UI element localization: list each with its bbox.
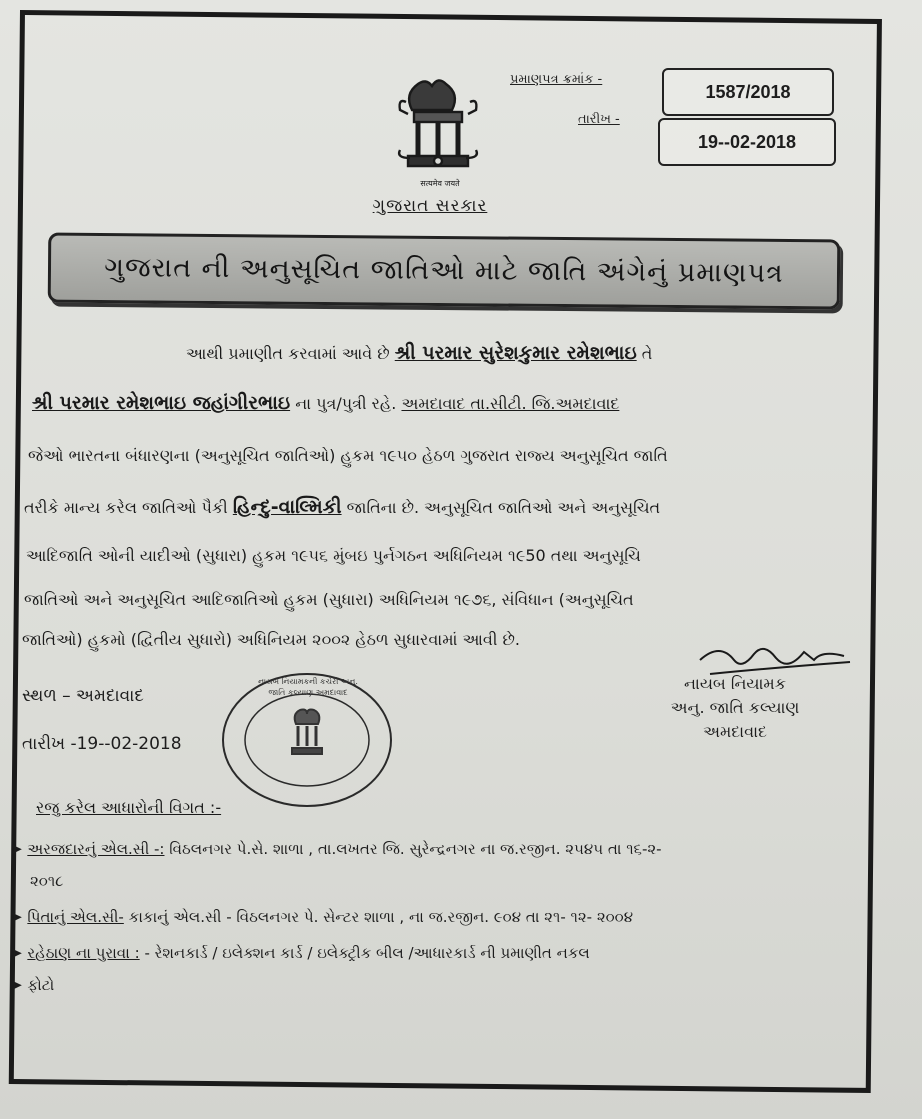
seal-text: નાયબ નિયામકની કચેરી અનુ. જાતિ કલ્યાણ અમદાવાદ (258, 677, 358, 697)
government-name: ગુજરાત સરકાર (372, 196, 488, 216)
signatory-office: અમદાવાદ (703, 722, 767, 741)
date-box: 19--02-2018 (658, 118, 836, 166)
body-line-3: જેઓ ભારતના બંધારણના (અનુસૂચિત જાતિઓ) હુકમ ૧૯૫૦ હેઠળ ગુજરાત રાજ્ય અનુસૂચિત જાતિ (28, 446, 668, 465)
body-text: જાતિના છે. અનુસૂચિત જાતિઓ અને અનુસૂચિત (346, 498, 661, 517)
applicant-address: અમદાવાદ તા.સીટી. જિ.અમદાવાદ (401, 394, 620, 413)
list-item: ➤ પિતાનું એલ.સી- કાકાનું એલ.સી - વિઠલનગર પે. સેન્ટર શાળા , ના જ.રજીન. ૯૦૪ તા ૨૧- ૧૨- ૨૦૦૪ (10, 908, 634, 926)
item-value: ફોટો (27, 976, 55, 994)
list-item: ➤ ફોટો (10, 976, 55, 994)
state-emblem-icon (392, 72, 484, 184)
signatory-block (640, 672, 830, 744)
item-value: વિઠલનગર પે.સે. શાળા , તા.લખતર જિ. સુરેન્દ્રનગર ના જ.રજીન. ૨૫૪૫ તા ૧૬-૨- (169, 840, 662, 858)
body-text: તે (641, 344, 653, 363)
date-label: તારીખ - (578, 112, 620, 127)
documents-heading: રજુ કરેલ આધારોની વિગત :- (36, 798, 222, 817)
applicant-name: શ્રી પરમાર સુરેશકુમાર રમેશભાઇ (394, 342, 637, 364)
caste-name: હિન્દુ-વાલ્મિકી (232, 496, 342, 518)
body-line-2 (32, 392, 619, 414)
item-key: રહેઠાણ ના પુરાવા : (27, 944, 140, 962)
body-text: આથી પ્રમાણીત કરવામાં આવે છે (186, 344, 390, 363)
list-item: ➤ રહેઠાણ ના પુરાવા : - રેશનકાર્ડ / ઇલેક્શન કાર્ડ / ઇલેક્ટ્રીક બીલ /આધારકાર્ડ ની પ્રમાણીત નકલ (10, 944, 590, 962)
list-item: ➤ અરજદારનું એલ.સી -: વિઠલનગર પે.સે. શાળા , તા.લખતર જિ. સુરેન્દ્રનગર ના જ.રજીન. ૨૫૪૫ તા ૧૬-૨- (10, 840, 662, 858)
body-line-1 (186, 342, 652, 364)
item-key: પિતાનું એલ.સી- (27, 908, 124, 926)
item-key: અરજદારનું એલ.સી -: (27, 840, 165, 858)
certificate-number-box: 1587/2018 (662, 68, 834, 116)
item-value: કાકાનું એલ.સી - વિઠલનગર પે. સેન્ટર શાળા , ના જ.રજીન. ૯૦૪ તા ૨૧- ૧૨- ૨૦૦૪ (128, 908, 634, 926)
item-value: ૨૦૧૮ (30, 872, 64, 890)
item-value: - રેશનકાર્ડ / ઇલેક્શન કાર્ડ / ઇલેક્ટ્રીક બીલ /આધારકાર્ડ ની પ્રમાણીત નકલ (144, 944, 590, 962)
issue-date: તારીખ -19--02-2018 (22, 734, 182, 754)
signatory-department: અનુ. જાતિ કલ્યાણ (670, 698, 800, 717)
emblem-caption: सत्यमेव जयते (420, 179, 460, 188)
list-item (30, 872, 63, 890)
body-line-7: જાતિઓ) હુકમો (દ્વિતીય સુધારો) અધિનિયમ ૨૦૦૨ હેઠળ સુધારવામાં આવી છે. (22, 630, 520, 649)
body-text: તરીકે માન્ય કરેલ જાતિઓ પૈકી (24, 498, 228, 517)
body-text: ના પુત્ર/પુત્રી રહે. (295, 394, 397, 413)
body-line-5: આદિજાતિ ઓની યાદીઓ (સુધારા) હુકમ ૧૯૫૬ મુંબઇ પુર્નગઠન અધિનિયમ ૧૯50 તથા અનુસૂચિ (26, 546, 641, 565)
place: સ્થળ – અમદાવાદ (22, 686, 144, 706)
father-name: શ્રી પરમાર રમેશભાઇ જહાંગીરભાઇ (32, 392, 291, 414)
body-line-6: જાતિઓ અને અનુસૂચિત આદિજાતિઓ હુકમ (સુધારા) અધિનિયમ ૧૯૭૬, સંવિધાન (અનુસૂચિત (24, 590, 634, 609)
document-title: ગુજરાત ની અનુસૂચિત જાતિઓ માટે જાતિ અંગેનું પ્રમાણપત્ર (48, 233, 841, 310)
certificate-number-label: પ્રમાણપત્ર ક્રમાંક - (510, 72, 603, 87)
signatory-designation: નાયબ નિયામક (683, 674, 787, 693)
body-line-4 (24, 496, 660, 518)
